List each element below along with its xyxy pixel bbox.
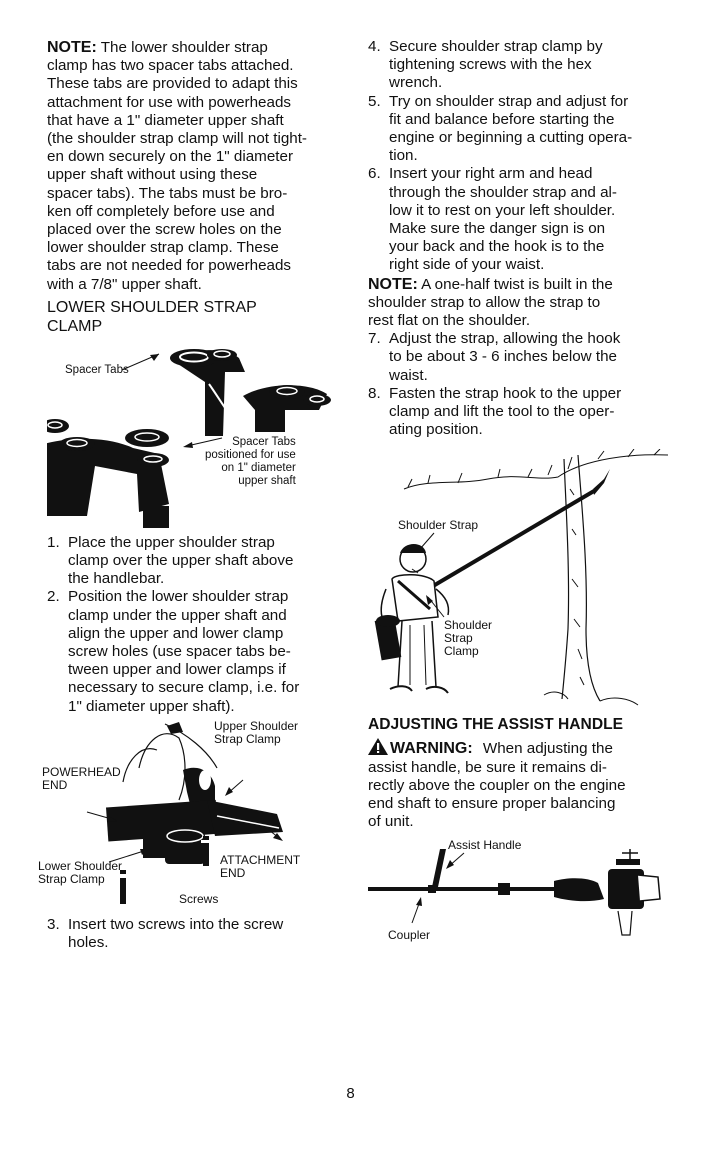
step-line: Place the upper shoulder strap xyxy=(68,533,275,551)
note-line: (the shoulder strap clamp will not tight- xyxy=(47,130,307,148)
step-number: 6. xyxy=(368,165,381,183)
step-line: Secure shoulder strap clamp by xyxy=(389,38,603,55)
step-line: fit and balance before starting the xyxy=(389,110,615,128)
step-line: through the shoulder strap and al- xyxy=(389,183,617,201)
step-line: Make sure the danger sign is on xyxy=(389,220,606,238)
installation-illustration xyxy=(47,720,347,916)
note-line: upper shaft without using these xyxy=(47,166,258,184)
step-line: Position the lower shoulder strap xyxy=(68,588,289,606)
powerhead-end-label xyxy=(42,766,121,792)
step-line: engine or beginning a cutting opera- xyxy=(389,129,633,147)
section-heading xyxy=(47,298,347,336)
label-line: Lower Shoulder xyxy=(38,858,123,873)
clamp-installation-figure xyxy=(38,718,347,916)
step-line: waist. xyxy=(389,366,428,384)
label-line: Strap xyxy=(444,631,473,646)
step-line: tween upper and lower clamps if xyxy=(68,661,286,679)
step-item xyxy=(368,38,668,93)
assist-handle-heading: ADJUSTING THE ASSIST HANDLE xyxy=(368,716,624,734)
step-line: Adjust the strap, allowing the hook xyxy=(389,330,621,348)
warning-line: assist handle, be sure it remains di- xyxy=(368,758,607,776)
step-line: Insert two screws into the screw xyxy=(68,915,284,933)
left-column xyxy=(38,38,347,952)
step-line: to be about 3 - 6 inches below the xyxy=(389,348,617,366)
coupler-label: Coupler xyxy=(388,928,431,943)
step-line: clamp and lift the tool to the oper- xyxy=(389,403,615,421)
step-line: clamp over the upper shaft above xyxy=(68,552,294,570)
note-line: en down securely on the 1" diameter xyxy=(47,148,294,166)
step-item xyxy=(368,330,668,385)
note-line: that have a 1" diameter upper shaft xyxy=(47,111,284,129)
label-line: END xyxy=(220,865,246,880)
note-line: with a 7/8" upper shaft. xyxy=(47,275,202,293)
label-line: positioned for use xyxy=(205,448,296,461)
lower-clamp-drawing xyxy=(47,419,169,528)
note-line: shoulder strap to allow the strap to xyxy=(368,293,601,311)
assist-handle-figure xyxy=(368,839,668,949)
step-number: 3. xyxy=(47,915,60,933)
label-line: Clamp xyxy=(444,644,479,659)
note-line: rest flat on the shoulder. xyxy=(368,312,531,330)
lower-clamp-label xyxy=(38,860,122,886)
step-line: ating position. xyxy=(389,421,483,439)
step-line: right side of your waist. xyxy=(389,256,545,274)
step-line: your back and the hook is to the xyxy=(389,238,605,256)
label-line: Strap Clamp xyxy=(38,871,105,886)
shoulder-strap-figure xyxy=(368,449,668,711)
note-line: These tabs are provided to adapt this xyxy=(47,75,298,93)
step-item xyxy=(47,534,347,589)
warning-paragraph xyxy=(368,738,668,831)
step-line: holes. xyxy=(68,934,109,952)
note-paragraph xyxy=(47,38,347,294)
note2-label: NOTE: xyxy=(368,275,418,293)
step-item xyxy=(368,165,668,274)
step-line: low it to rest on your left shoulder. xyxy=(389,201,616,219)
shoulder-strap-label: Shoulder Strap xyxy=(398,518,479,533)
step-number: 5. xyxy=(368,92,381,110)
note-line: lower shoulder strap clamp. These xyxy=(47,239,279,257)
step-line: Fasten the strap hook to the upper xyxy=(389,384,622,402)
steps-list-a xyxy=(47,534,347,716)
step-item xyxy=(47,916,347,952)
warning-line: When adjusting the xyxy=(482,740,613,758)
upper-clamp-drawing xyxy=(170,349,331,436)
step-line: screw holes (use spacer tabs be- xyxy=(68,643,291,661)
step-line: tion. xyxy=(389,147,418,165)
label-line: on 1" diameter xyxy=(221,461,296,474)
steps-list-b xyxy=(368,38,668,275)
label-line: Strap Clamp xyxy=(214,731,281,746)
step-line: tightening screws with the hex xyxy=(389,56,592,74)
label-line: ATTACHMENT xyxy=(220,852,301,867)
step-number: 8. xyxy=(368,384,381,402)
step-number: 1. xyxy=(47,533,60,551)
label-line: Spacer Tabs xyxy=(232,435,296,448)
warning-line: end shaft to ensure proper balancing xyxy=(368,795,616,813)
positioned-tabs-label xyxy=(205,436,296,488)
heading-line: CLAMP xyxy=(47,317,103,335)
step-line: wrench. xyxy=(389,74,443,92)
operator-illustration xyxy=(368,449,678,711)
warning-icon xyxy=(368,738,388,755)
steps-list-c xyxy=(368,330,668,439)
page-number: 8 xyxy=(346,1085,355,1102)
step-line: the handlebar. xyxy=(68,570,165,588)
spacer-tabs-label: Spacer Tabs xyxy=(65,363,129,376)
label-line: upper shaft xyxy=(238,474,296,487)
note-line: spacer tabs). The tabs must be bro- xyxy=(47,184,288,202)
note-line: The lower shoulder strap xyxy=(100,39,268,56)
step-line: Try on shoulder strap and adjust for xyxy=(389,92,629,110)
step-line: clamp under the upper shaft and xyxy=(68,606,287,624)
label-line: Upper Shoulder xyxy=(214,718,299,733)
note-label: NOTE: xyxy=(47,39,97,56)
heading-line: LOWER SHOULDER STRAP xyxy=(47,298,257,316)
note-line: tabs are not needed for powerheads xyxy=(47,257,292,275)
step-item xyxy=(368,93,668,166)
step-number: 7. xyxy=(368,330,381,348)
note-line: clamp has two spacer tabs attached. xyxy=(47,57,294,75)
note-line: attachment for use with powerheads xyxy=(47,93,291,111)
step-item xyxy=(47,588,347,715)
upper-clamp-label xyxy=(214,720,298,746)
step-item xyxy=(368,385,668,440)
note-line: ken off completely before use and xyxy=(47,202,275,220)
warning-label: WARNING: xyxy=(390,740,473,758)
label-line: Shoulder xyxy=(444,618,493,633)
label-line: END xyxy=(42,777,68,792)
steps-list-step3 xyxy=(47,916,347,952)
note-line: A one-half twist is built in the xyxy=(421,275,613,293)
step-line: align the upper and lower clamp xyxy=(68,624,284,642)
warning-line: of unit. xyxy=(368,813,414,831)
step-number: 4. xyxy=(368,38,381,55)
note-line: placed over the screw holes on the xyxy=(47,221,282,239)
step-number: 2. xyxy=(47,588,60,606)
assist-handle-label: Assist Handle xyxy=(448,838,522,853)
right-column xyxy=(368,38,668,949)
step-line: necessary to secure clamp, i.e. for xyxy=(68,679,300,697)
attachment-end-label xyxy=(220,854,300,880)
spacer-tabs-figure xyxy=(47,336,347,528)
note2-paragraph xyxy=(368,275,668,331)
warning-line: rectly above the coupler on the engine xyxy=(368,776,626,794)
step-line: Insert your right arm and head xyxy=(389,165,593,183)
step-line: 1" diameter upper shaft). xyxy=(68,697,235,715)
shoulder-strap-clamp-label xyxy=(444,619,492,658)
label-line: POWERHEAD xyxy=(42,764,121,779)
screws-label: Screws xyxy=(179,891,219,906)
